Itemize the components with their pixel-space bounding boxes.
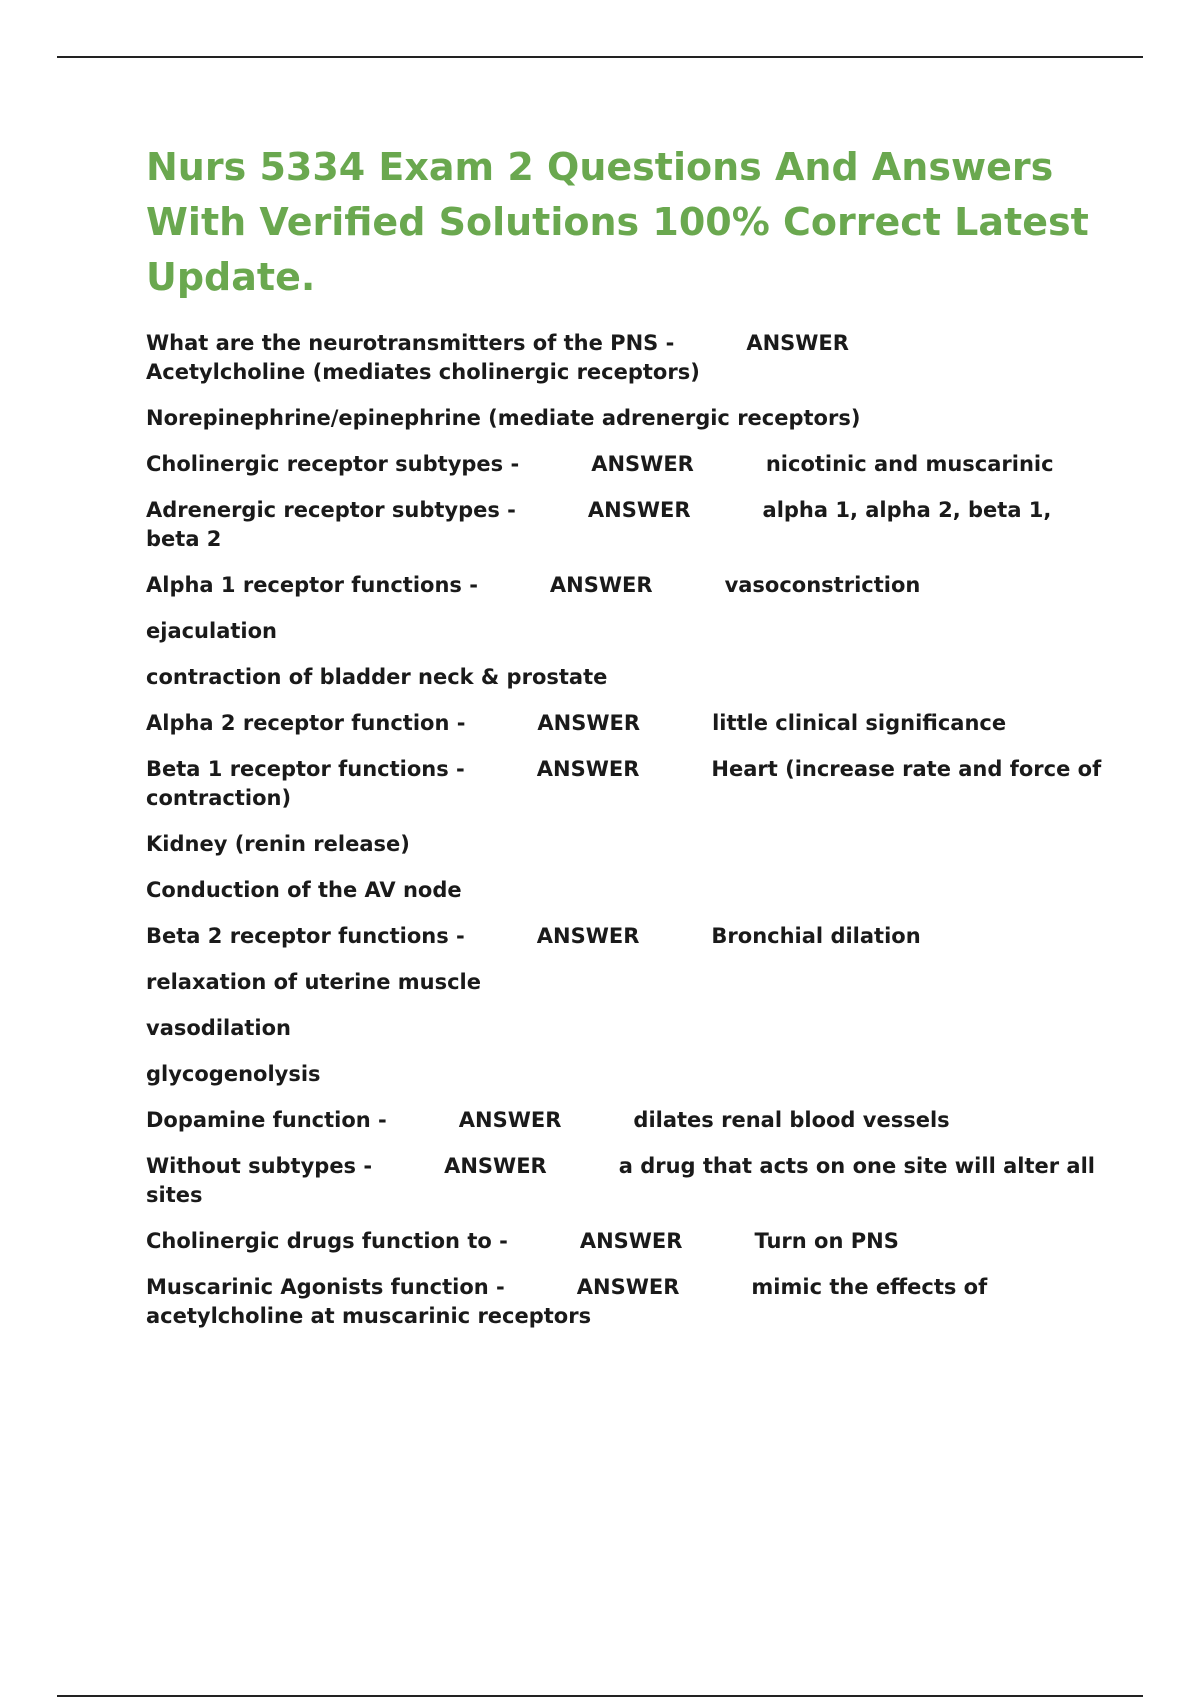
qa-line <box>146 450 1106 479</box>
qa-line <box>146 329 1106 387</box>
answer-marker: ANSWER <box>537 711 641 735</box>
answer-continuation-line: ejaculation <box>146 619 277 643</box>
answer-text: mimic the effects of acetylcholine at muscarinic receptors <box>146 1275 995 1328</box>
answer-continuation-line: Norepinephrine/epinephrine (mediate adrenergic receptors) <box>146 406 861 430</box>
qa-line <box>146 922 1106 951</box>
question-text: Dopamine function - <box>146 1108 387 1132</box>
qa-list <box>146 329 1109 1331</box>
question-text: Beta 2 receptor functions - <box>146 924 465 948</box>
answer-marker: ANSWER <box>587 498 691 522</box>
answer-marker: ANSWER <box>746 331 849 355</box>
answer-marker: ANSWER <box>458 1108 562 1132</box>
answer-text: Bronchial dilation <box>711 924 921 948</box>
answer-text: vasoconstriction <box>724 573 921 597</box>
question-text: Alpha 1 receptor functions - <box>146 573 478 597</box>
answer-marker: ANSWER <box>591 452 694 476</box>
qa-line <box>146 496 1106 554</box>
qa-line <box>146 1152 1106 1210</box>
answer-continuation-line: contraction of bladder neck & prostate <box>146 665 608 689</box>
question-text: What are the neurotransmitters of the PNS - <box>146 331 675 355</box>
question-text: Beta 1 receptor functions - <box>146 757 465 781</box>
question-text: Adrenergic receptor subtypes - <box>146 498 516 522</box>
answer-text: little clinical significance <box>712 711 1007 735</box>
answer-marker: ANSWER <box>536 757 640 781</box>
answer-continuation-line: vasodilation <box>146 1016 292 1040</box>
question-text: Cholinergic receptor subtypes - <box>146 452 520 476</box>
answer-marker: ANSWER <box>576 1275 680 1299</box>
answer-continuation-line: Kidney (renin release) <box>146 832 410 856</box>
answer-continuation-line: glycogenolysis <box>146 1062 321 1086</box>
document-body <box>146 140 1109 1348</box>
qa-line <box>146 1273 1106 1331</box>
qa-line <box>146 571 1106 600</box>
question-text: Without subtypes - <box>146 1154 373 1178</box>
answer-text: Heart (increase rate and force of contraction) <box>146 757 1109 810</box>
answer-text: dilates renal blood vessels <box>633 1108 950 1132</box>
question-text: Alpha 2 receptor function - <box>146 711 466 735</box>
question-text: Cholinergic drugs function to - <box>146 1229 508 1253</box>
answer-text: alpha 1, alpha 2, beta 1, beta 2 <box>146 498 1059 551</box>
answer-marker: ANSWER <box>579 1229 683 1253</box>
qa-line <box>146 709 1106 738</box>
answer-marker: ANSWER <box>536 924 640 948</box>
answer-continuation-line: relaxation of uterine muscle <box>146 970 481 994</box>
qa-line <box>146 1227 1106 1256</box>
answer-continuation-line: Conduction of the AV node <box>146 878 462 902</box>
qa-line <box>146 1106 1106 1135</box>
answer-text: a drug that acts on one site will alter all sites <box>146 1154 1103 1207</box>
document-title: Nurs 5334 Exam 2 Questions And Answers With Verified Solutions 100% Correct Latest Update. <box>146 145 1089 299</box>
header-rule <box>57 56 1143 58</box>
answer-text: nicotinic and muscarinic <box>765 452 1054 476</box>
answer-marker: ANSWER <box>549 573 653 597</box>
question-text: Muscarinic Agonists function - <box>146 1275 505 1299</box>
qa-line <box>146 755 1109 813</box>
answer-marker: ANSWER <box>444 1154 547 1178</box>
answer-text: Turn on PNS <box>754 1229 899 1253</box>
answer-text: Acetylcholine (mediates cholinergic receptors) <box>146 360 700 384</box>
footer-rule <box>57 1695 1143 1697</box>
